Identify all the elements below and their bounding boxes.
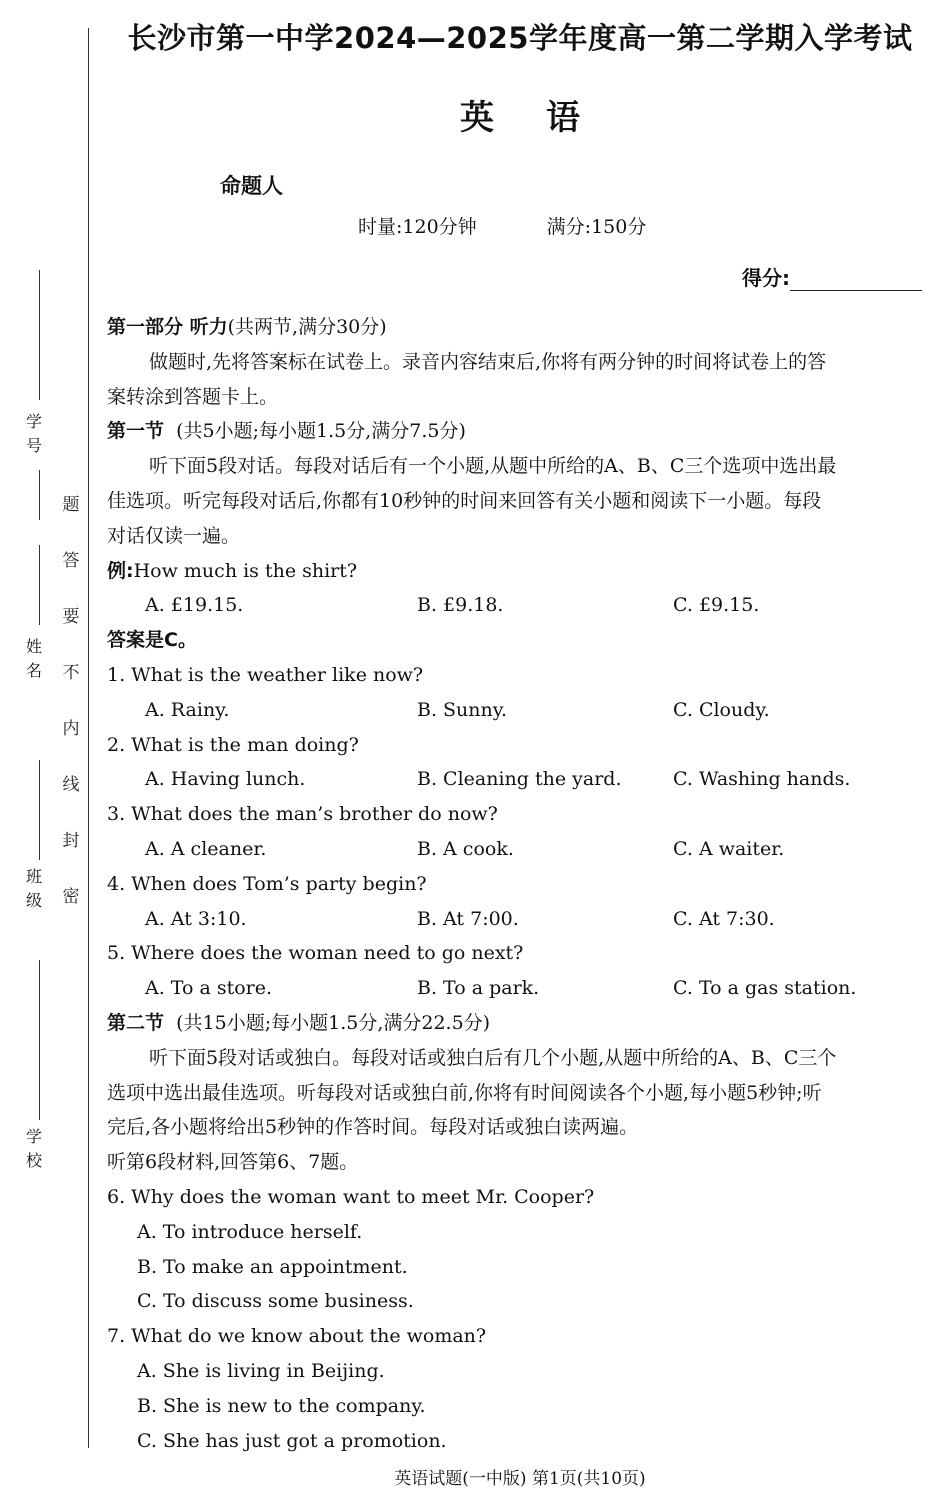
school-field[interactable] [22, 960, 46, 1190]
section2-heading: 第二节 (共15小题;每小题1.5分,满分22.5分) [107, 1011, 491, 1034]
option-c[interactable]: C. A waiter. [673, 837, 785, 860]
option-b[interactable]: B. She is new to the company. [137, 1394, 426, 1417]
option-c[interactable]: C. Cloudy. [673, 698, 770, 721]
instruction-line: 佳选项。听完每段对话后,你都有10秒钟的时间来回答有关小题和阅读下一小题。每段 [107, 489, 822, 512]
author-label: 命题人 [220, 174, 283, 198]
example-options [107, 588, 935, 623]
page-footer: 英语试题(一中版) 第1页(共10页) [394, 1469, 646, 1489]
score-box [742, 262, 922, 291]
sealed-char: 线 [62, 775, 80, 795]
school-label: 学 校 [25, 1127, 42, 1170]
student-name-label: 姓 名 [25, 637, 42, 680]
exam-content [107, 310, 935, 1458]
sealed-char: 答 [62, 551, 80, 571]
option-a: A. £19.15. [145, 594, 244, 617]
sealed-char: 密 [62, 887, 80, 907]
binding-margin [0, 0, 95, 1505]
question-4: 4. When does Tom’s party begin? [107, 872, 427, 895]
instruction-line: 对话仅读一遍。 [107, 524, 241, 547]
instruction-line: 听下面5段对话。每段对话后有一个小题,从题中所给的A、B、C三个选项中选出最 [149, 455, 837, 478]
sealed-char: 内 [62, 719, 80, 739]
question-6: 6. Why does the woman want to meet Mr. Cooper? [107, 1185, 595, 1208]
option-b[interactable]: B. At 7:00. [417, 907, 519, 930]
question-5: 5. Where does the woman need to go next? [107, 942, 524, 965]
option-a[interactable]: A. She is living in Beijing. [137, 1359, 385, 1382]
question-1: 1. What is the weather like now? [107, 663, 424, 686]
sealed-char: 要 [62, 607, 80, 627]
option-a[interactable]: A. Having lunch. [145, 768, 306, 791]
question-options [107, 902, 935, 937]
question-3: 3. What does the man’s brother do now? [107, 803, 498, 826]
option-a[interactable]: A. A cleaner. [145, 837, 267, 860]
option-b[interactable]: B. Sunny. [417, 698, 508, 721]
option-b[interactable]: B. To a park. [417, 977, 540, 1000]
option-b[interactable]: B. A cook. [417, 837, 514, 860]
option-c: C. £9.15. [673, 594, 760, 617]
class-label: 班 级 [25, 867, 42, 910]
option-b: B. £9.18. [417, 594, 504, 617]
student-name-field[interactable] [22, 545, 46, 705]
question-options [107, 693, 935, 728]
option-a[interactable]: A. Rainy. [145, 698, 230, 721]
exam-meta [358, 212, 716, 239]
full-score: 满分:150分 [546, 216, 647, 238]
option-a[interactable]: A. At 3:10. [145, 907, 247, 930]
instruction-line: 完后,各小题将给出5秒钟的作答时间。每段对话或独白读两遍。 [107, 1116, 639, 1139]
score-blank[interactable] [790, 268, 922, 291]
class-field[interactable] [22, 760, 46, 930]
question-options [107, 971, 935, 1006]
exam-title: 长沙市第一中学2024—2025学年度高一第二学期入学考试 [127, 21, 913, 55]
option-b[interactable]: B. To make an appointment. [137, 1255, 408, 1278]
score-label: 得分: [742, 266, 790, 290]
option-c[interactable]: C. To a gas station. [673, 977, 857, 1000]
question-7: 7. What do we know about the woman? [107, 1325, 487, 1348]
option-c[interactable]: C. Washing hands. [673, 768, 851, 791]
subject-title: 英 语 [460, 98, 580, 138]
sealed-line-notice [58, 490, 84, 938]
question-2: 2. What is the man doing? [107, 733, 359, 756]
instruction-line: 案转涂到答题卡上。 [107, 385, 279, 408]
option-a[interactable]: A. To introduce herself. [137, 1220, 363, 1243]
option-c[interactable]: C. At 7:30. [673, 907, 775, 930]
material-note: 听第6段材料,回答第6、7题。 [107, 1151, 359, 1174]
sealed-char: 封 [62, 831, 80, 851]
part1-heading: 第一部分 听力(共两节,满分30分) [107, 316, 387, 338]
option-b[interactable]: B. Cleaning the yard. [417, 768, 622, 791]
option-c[interactable]: C. To discuss some business. [137, 1290, 414, 1313]
option-c[interactable]: C. She has just got a promotion. [137, 1429, 447, 1452]
question-options [107, 832, 935, 867]
example-question: 例:How much is the shirt? [107, 559, 358, 582]
option-a[interactable]: A. To a store. [145, 977, 273, 1000]
time-limit: 时量:120分钟 [358, 216, 477, 238]
student-number-field[interactable] [22, 270, 46, 520]
sealed-char: 题 [62, 495, 80, 515]
example-answer: 答案是C。 [107, 629, 197, 652]
section1-heading: 第一节 (共5小题;每小题1.5分,满分7.5分) [107, 420, 466, 443]
instruction-line: 选项中选出最佳选项。听每段对话或独白前,你将有时间阅读各个小题,每小题5秒钟;听 [107, 1081, 822, 1104]
instruction-line: 听下面5段对话或独白。每段对话或独白后有几个小题,从题中所给的A、B、C三个 [149, 1046, 837, 1069]
question-options [107, 762, 935, 797]
binding-line [88, 28, 89, 1448]
sealed-char: 不 [62, 663, 80, 683]
student-number-label: 学 号 [25, 412, 42, 455]
instruction-line: 做题时,先将答案标在试卷上。录音内容结束后,你将有两分钟的时间将试卷上的答 [149, 350, 827, 373]
